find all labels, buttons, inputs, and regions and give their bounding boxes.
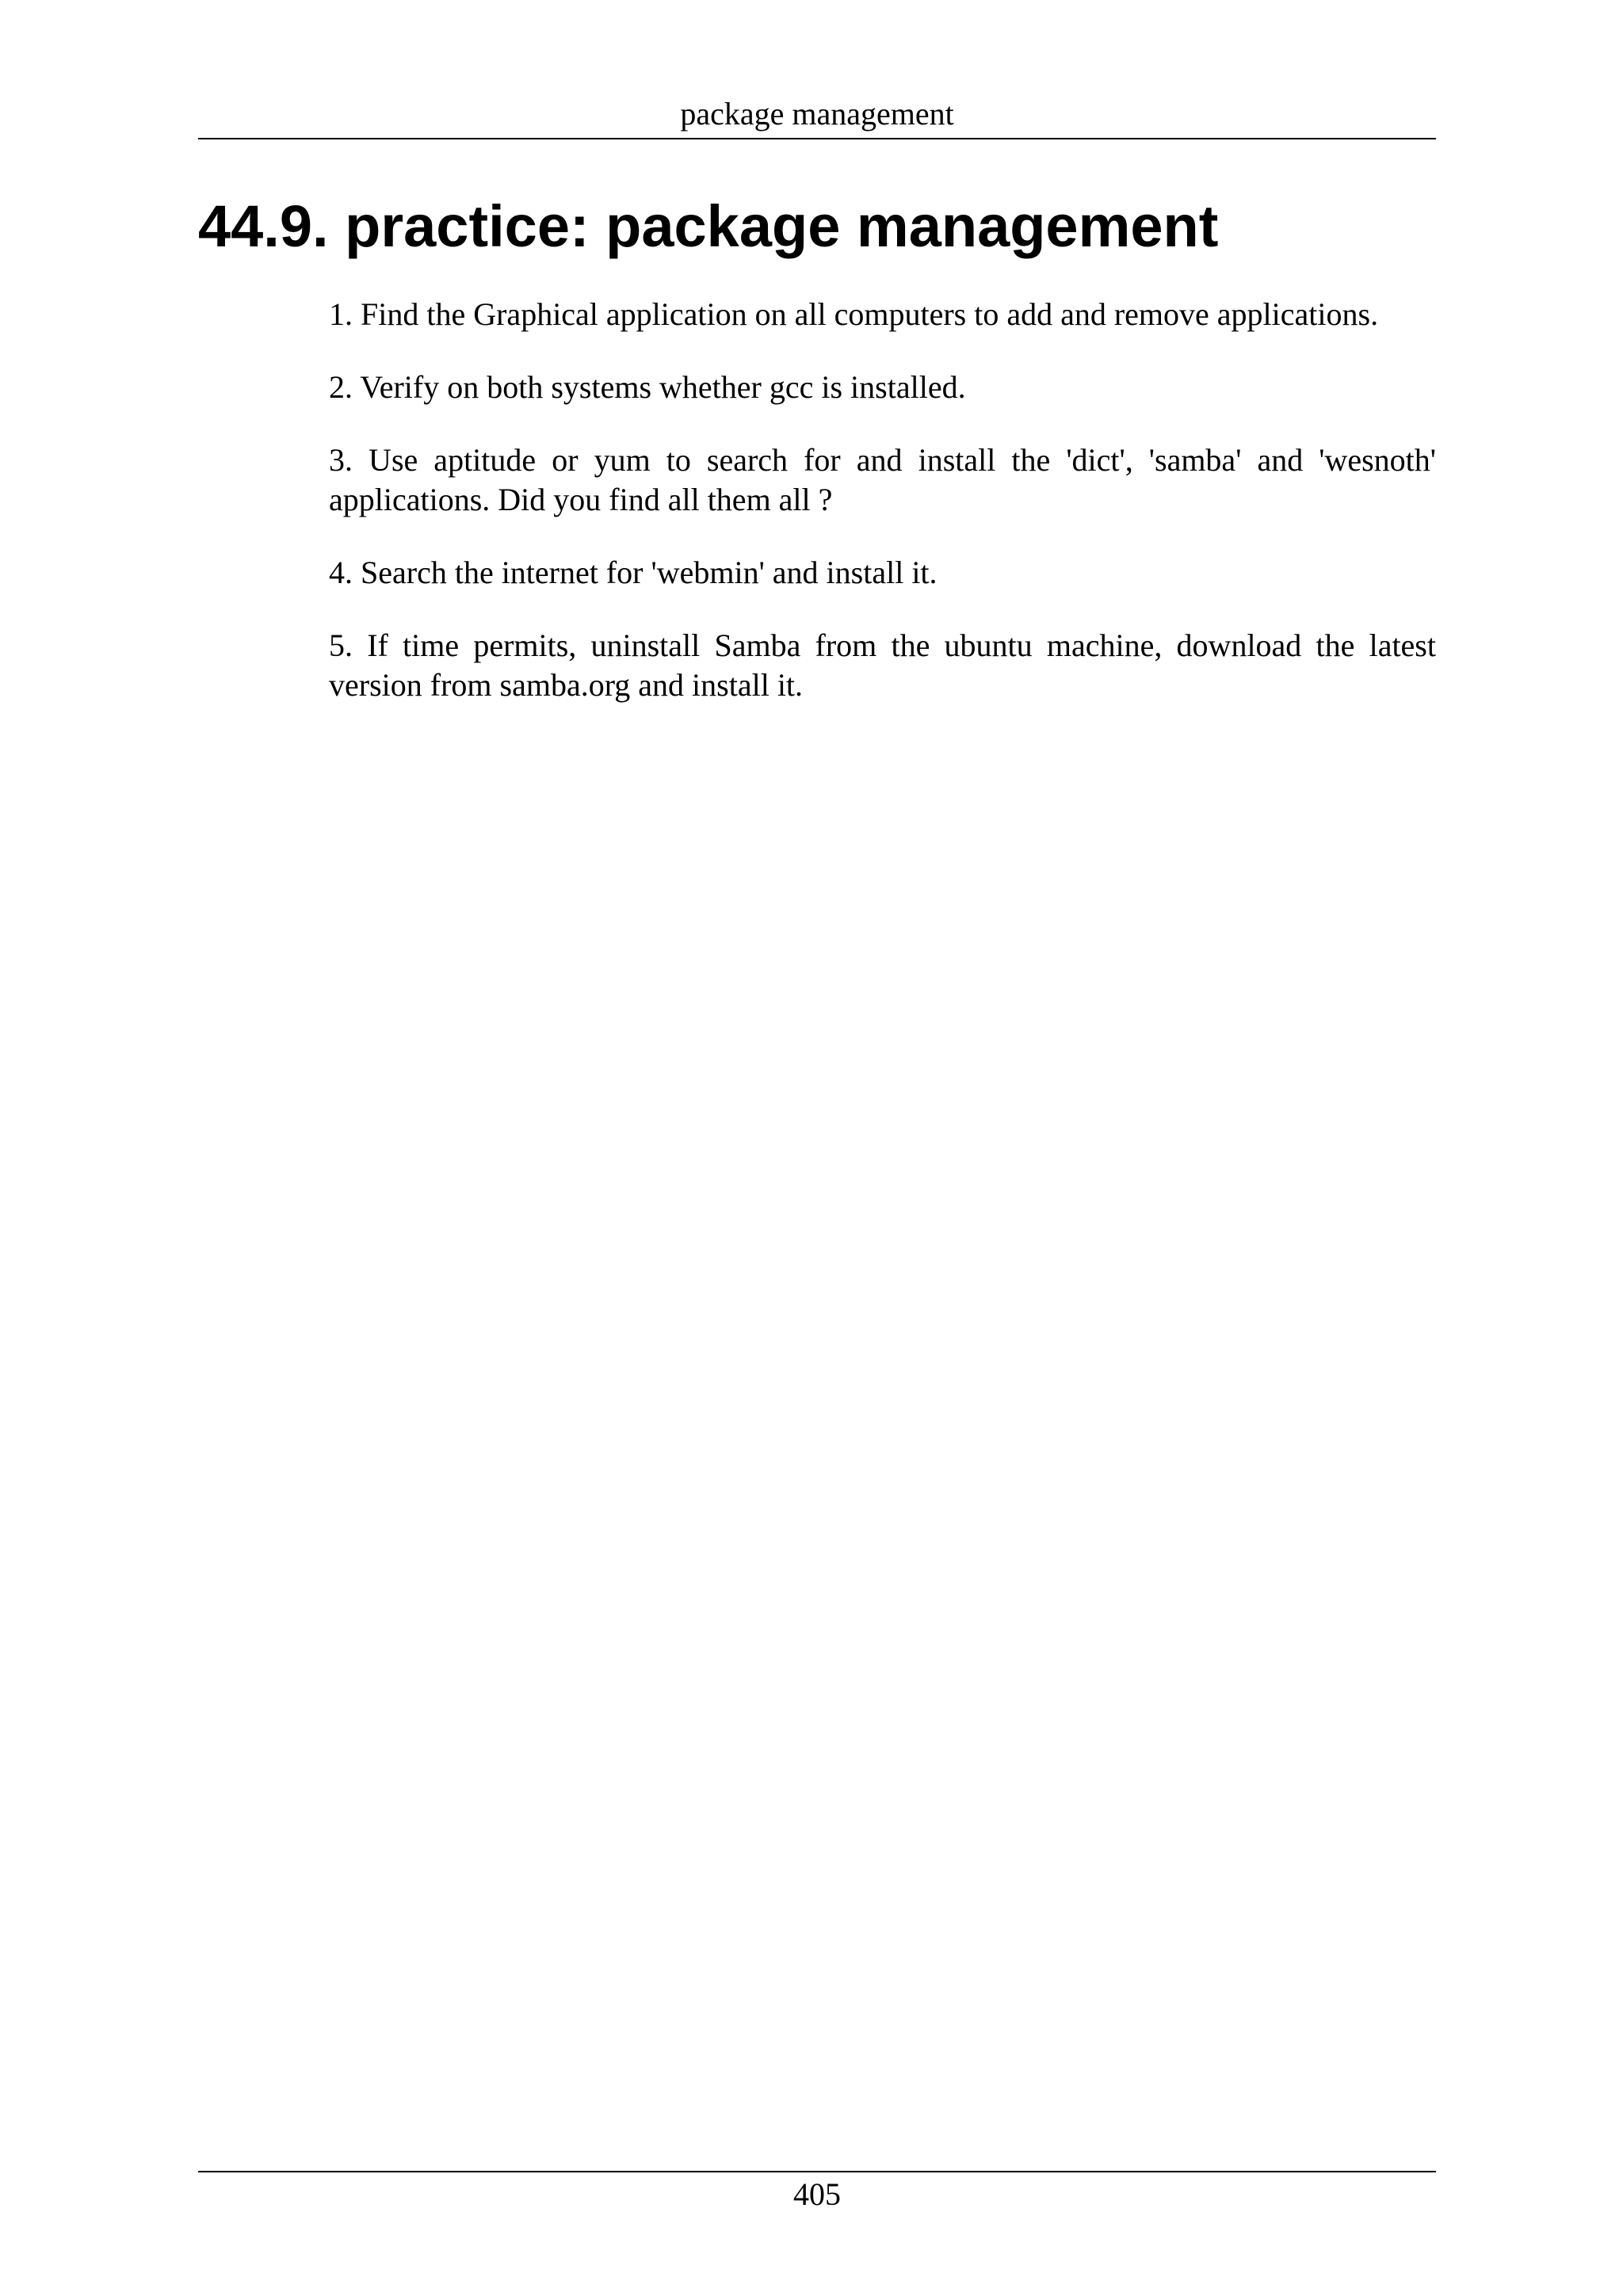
exercise-item: 2. Verify on both systems whether gcc is installed.: [329, 369, 966, 405]
section-title: 44.9. practice: package management: [198, 193, 1219, 259]
header-divider: [198, 138, 1436, 139]
running-header: package management: [680, 96, 954, 132]
exercise-item: 4. Search the internet for 'webmin' and install it.: [329, 555, 938, 590]
footer-divider: [198, 2171, 1436, 2172]
exercise-item: 1. Find the Graphical application on all computers to add and remove applications.: [329, 296, 1379, 332]
exercise-list: [329, 295, 1436, 738]
exercise-item: 3. Use aptitude or yum to search for and install the 'dict', 'samba' and 'wesnoth' applications. Did you find all them all ?: [329, 442, 1436, 517]
page-number: 405: [793, 2176, 841, 2212]
exercise-item: 5. If time permits, uninstall Samba from the ubuntu machine, download the latest version from samba.org and install it.: [329, 627, 1436, 703]
